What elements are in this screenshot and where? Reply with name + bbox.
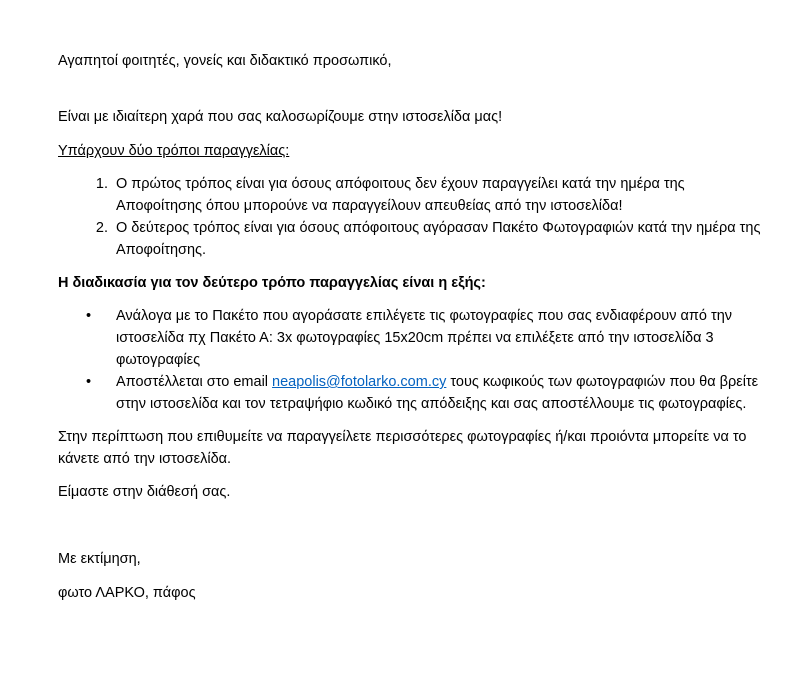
procedure-heading: Η διαδικασία για τον δεύτερο τρόπο παραγγελίας είναι η εξής:: [58, 275, 486, 291]
step-1-text: Ανάλογα με το Πακέτο που αγοράσατε επιλέγετε τις φωτογραφίες που σας ενδιαφέρουν από την ιστοσελίδα πχ Πακέτο Α: 3x φωτογραφίες 15x20cm πρέπει να επιλέξετε από την ιστοσελίδα 3 φωτογραφίες: [116, 308, 733, 368]
methods-heading: Υπάρχουν δύο τρόποι παραγγελίας:: [58, 143, 290, 159]
welcome-text: Είναι με ιδιαίτερη χαρά που σας καλοσωρίζουμε στην ιστοσελίδα μας!: [58, 109, 503, 125]
methods-list: [58, 173, 768, 261]
method-item-1: 1. Ο πρώτος τρόπος είναι για όσους απόφοιτους δεν έχουν παραγγείλει κατά την ημέρα της Αποφοίτησης όπου μπορούνε να παραγγείλουν απευθείας από την ιστοσελίδα!: [112, 173, 768, 217]
email-link[interactable]: neapolis@fotolarko.com.cy: [272, 374, 447, 390]
bullet-icon: •: [86, 374, 92, 390]
step-2-text-after: τους κωφικούς των φωτογραφιών που θα βρείτε στην ιστοσελίδα και τον τετραψήφιο κωδικό της απόδειξης και σας αποστέλλουμε τις φωτογραφίες.: [116, 374, 759, 412]
availability-text: Είμαστε στην διάθεσή σας.: [58, 484, 231, 500]
steps-list: [58, 305, 768, 415]
letter-body: [58, 50, 768, 604]
step-2-text-before: Αποστέλλεται στο email: [116, 374, 273, 390]
step-item-2: [86, 371, 768, 415]
greeting: Αγαπητοί φοιτητές, γονείς και διδακτικό προσωπικό,: [58, 53, 392, 69]
bullet-icon: •: [86, 308, 92, 324]
regards-text: Με εκτίμηση,: [58, 551, 141, 567]
method-item-2: 2. Ο δεύτερος τρόπος είναι για όσους απόφοιτους αγόρασαν Πακέτο Φωτογραφιών κατά την ημέρα της Αποφοίτησης.: [112, 217, 768, 261]
step-item-1: [86, 305, 768, 371]
signature: φωτο ΛΑΡΚΟ, πάφος: [58, 585, 196, 601]
closing-text: Στην περίπτωση που επιθυμείτε να παραγγείλετε περισσότερες φωτογραφίες ή/και προιόντα μπορείτε να το κάνετε από την ιστοσελίδα.: [58, 429, 747, 467]
